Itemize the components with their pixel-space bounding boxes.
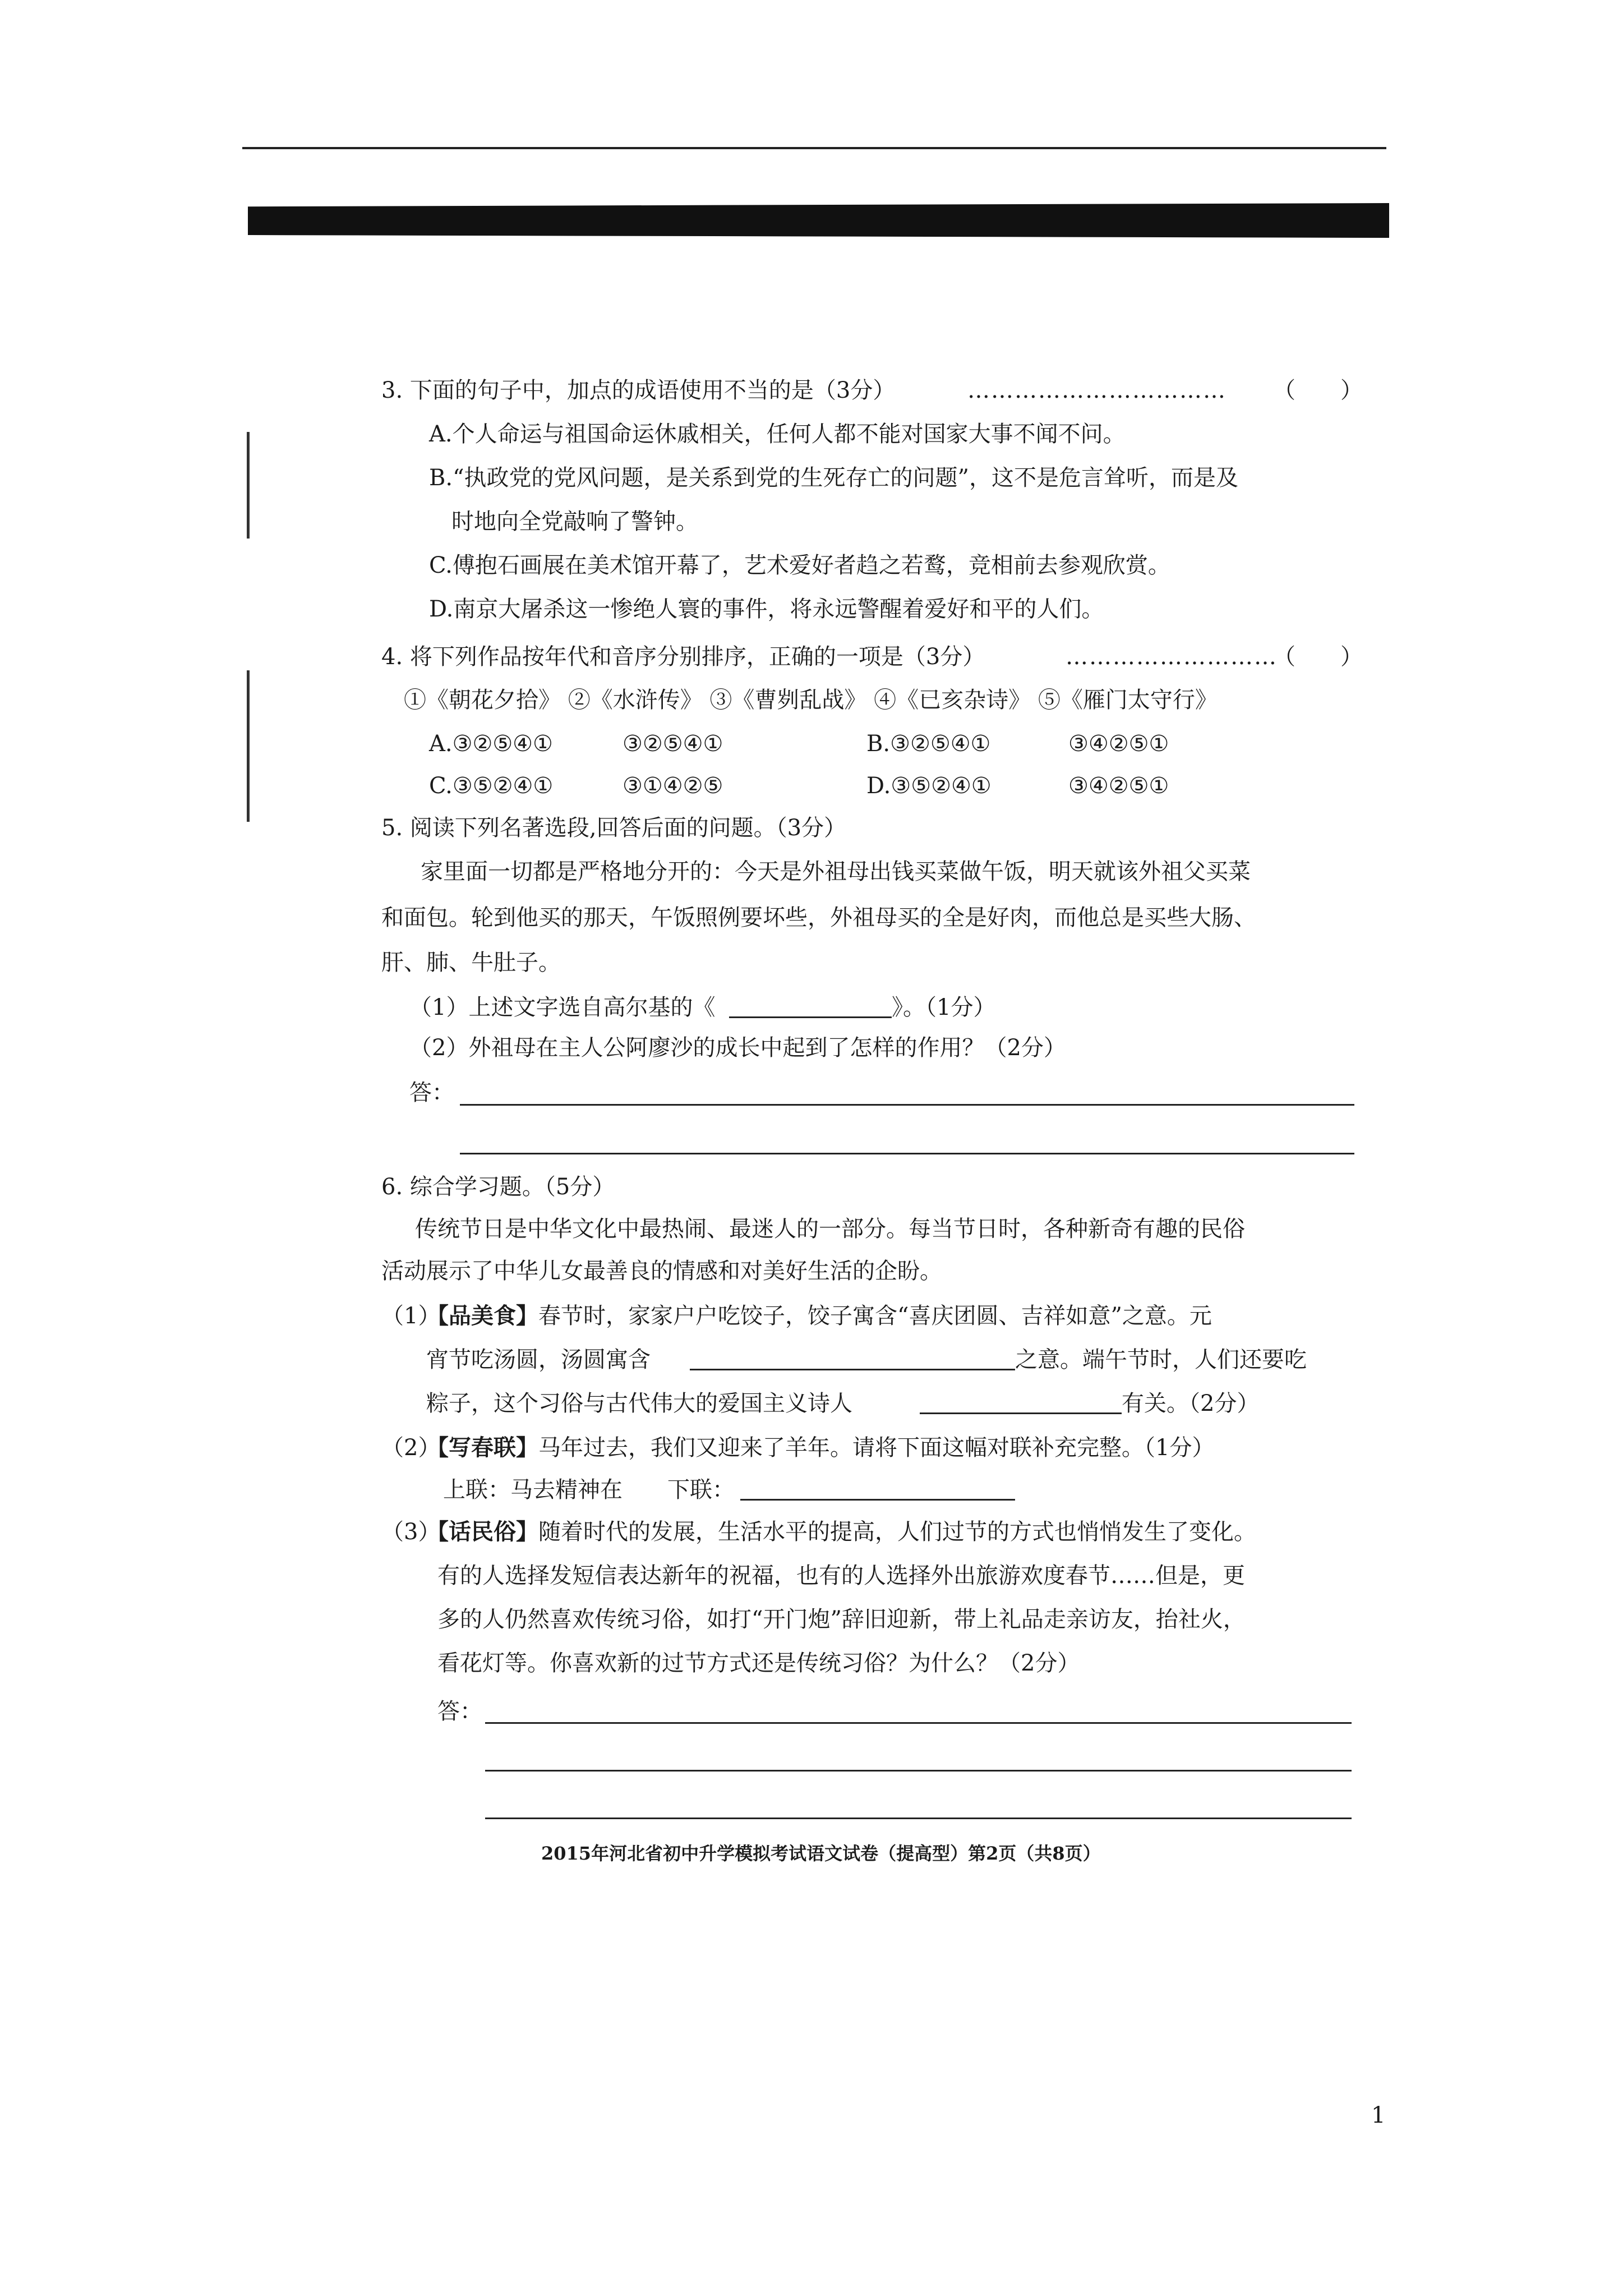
- q6-intro-line1: 传统节日是中华文化中最热闹、最迷人的一部分。每当节日时，各种新奇有趣的民俗: [415, 1216, 1245, 1242]
- q4-answer-paren[interactable]: （ ）: [1273, 644, 1363, 670]
- q6-couplet-lower-label: 下联：: [667, 1477, 735, 1503]
- q6-sub1-blank-1[interactable]: [690, 1369, 1015, 1370]
- q3-answer-paren[interactable]: （ ）: [1273, 378, 1363, 403]
- margin-bar: [247, 670, 250, 822]
- page-footer: 2015年河北省初中升学模拟考试语文试卷（提高型）第2页（共8页）: [541, 1843, 1101, 1864]
- q5-answer-line[interactable]: [460, 1153, 1354, 1154]
- q6-answer-label: 答：: [437, 1699, 482, 1724]
- q6-sub3-number: （3）: [381, 1519, 441, 1545]
- q4-stem: 4. 将下列作品按年代和音序分别排序，正确的一项是（3分）: [381, 644, 985, 670]
- q5-sub1-blank[interactable]: [729, 1016, 892, 1018]
- q4-option-c-2: ③①④②⑤: [623, 773, 723, 799]
- q4-option-a-1: A.③②⑤④①: [429, 731, 553, 757]
- q3-option-c: C.傅抱石画展在美术馆开幕了，艺术爱好者趋之若鹜，竞相前去参观欣赏。: [429, 553, 1170, 578]
- header-black-band: [248, 203, 1389, 238]
- q6-sub1-line2-b: 之意。端午节时，人们还要吃: [1015, 1347, 1307, 1373]
- q3-option-b-line2: 时地向全党敲响了警钟。: [451, 509, 698, 535]
- q6-sub1-tag: 【品美食】: [426, 1303, 538, 1329]
- q4-option-b-1: B.③②⑤④①: [866, 731, 991, 757]
- q6-sub1-number: （1）: [381, 1303, 441, 1329]
- margin-bar: [247, 432, 250, 539]
- q3-option-a: A.个人命运与祖国命运休戚相关，任何人都不能对国家大事不闻不问。: [429, 421, 1126, 447]
- page-number: 1: [1371, 2102, 1386, 2128]
- q6-sub2-number: （2）: [381, 1435, 441, 1461]
- q4-option-b-2: ③④②⑤①: [1068, 731, 1169, 757]
- q6-answer-line[interactable]: [485, 1818, 1352, 1819]
- q3-stem: 3. 下面的句子中，加点的成语使用不当的是（3分）: [381, 378, 896, 403]
- q3-option-b-line1: B.“执政党的党风问题，是关系到党的生死存亡的问题”，这不是危言耸听，而是及: [429, 465, 1239, 491]
- q6-sub1-line3-b: 有关。（2分）: [1122, 1391, 1260, 1416]
- q5-answer-line[interactable]: [460, 1104, 1354, 1106]
- q5-sub1-text-a: （1）上述文字选自高尔基的《: [409, 995, 716, 1020]
- q6-intro-line2: 活动展示了中华儿女最善良的情感和对美好生活的企盼。: [381, 1258, 942, 1284]
- q6-sub3-line1: 随着时代的发展，生活水平的提高，人们过节的方式也悄悄发生了变化。: [538, 1519, 1256, 1545]
- q3-dots: ……………………………: [967, 378, 1227, 403]
- q6-sub2-tag: 【写春联】: [426, 1434, 538, 1461]
- q4-works-list: ①《朝花夕拾》 ②《水浒传》 ③《曹刿乱战》 ④《已亥杂诗》 ⑤《雁门太守行》: [404, 687, 1218, 713]
- q5-stem: 5. 阅读下列名著选段,回答后面的问题。（3分）: [381, 815, 847, 841]
- q5-passage-line3: 肝、肺、牛肚子。: [381, 950, 561, 976]
- q5-sub1-text-b: 》。（1分）: [892, 995, 996, 1020]
- q4-option-d-1: D.③⑤②④①: [866, 773, 992, 799]
- q5-passage-line1: 家里面一切都是严格地分开的：今天是外祖母出钱买菜做午饭，明天就该外祖父买菜: [421, 859, 1251, 885]
- q6-sub2-line1: 马年过去，我们又迎来了羊年。请将下面这幅对联补充完整。（1分）: [538, 1435, 1215, 1461]
- q4-option-d-2: ③④②⑤①: [1068, 773, 1169, 799]
- q6-sub3-line3: 多的人仍然喜欢传统习俗，如打“开门炮”辞旧迎新，带上礼品走亲访友，抬社火，: [437, 1607, 1246, 1632]
- q5-passage-line2: 和面包。轮到他买的那天，午饭照例要坏些，外祖母买的全是好肉，而他总是买些大肠、: [381, 905, 1256, 931]
- q5-sub2: （2）外祖母在主人公阿廖沙的成长中起到了怎样的作用？（2分）: [409, 1035, 1066, 1061]
- q6-answer-line[interactable]: [485, 1722, 1352, 1724]
- q6-couplet-upper: 上联：马去精神在: [443, 1477, 623, 1503]
- q6-sub3-tag: 【话民俗】: [426, 1519, 538, 1545]
- q6-sub3-line4: 看花灯等。你喜欢新的过节方式还是传统习俗？为什么？（2分）: [437, 1650, 1080, 1676]
- top-rule: [242, 147, 1386, 149]
- q6-answer-line[interactable]: [485, 1770, 1352, 1772]
- q4-dots: ………………………: [1066, 644, 1278, 670]
- q3-option-d: D.南京大屠杀这一惨绝人寰的事件，将永远警醒着爱好和平的人们。: [429, 596, 1104, 622]
- q6-sub1-line3-a: 粽子，这个习俗与古代伟大的爱国主义诗人: [426, 1391, 852, 1416]
- q6-stem: 6. 综合学习题。（5分）: [381, 1174, 615, 1200]
- q6-couplet-lower-blank[interactable]: [740, 1499, 1015, 1501]
- q4-option-c-1: C.③⑤②④①: [429, 773, 554, 799]
- q5-answer-label: 答：: [409, 1080, 454, 1106]
- q6-sub1-line1: 春节时，家家户户吃饺子，饺子寓含“喜庆团圆、吉祥如意”之意。元: [538, 1303, 1212, 1329]
- q4-option-a-2: ③②⑤④①: [623, 731, 723, 757]
- q6-sub1-blank-2[interactable]: [920, 1412, 1122, 1414]
- q6-sub1-line2-a: 宵节吃汤圆，汤圆寓含: [426, 1347, 651, 1373]
- q6-sub3-line2: 有的人选择发短信表达新年的祝福，也有的人选择外出旅游欢度春节……但是，更: [437, 1563, 1245, 1589]
